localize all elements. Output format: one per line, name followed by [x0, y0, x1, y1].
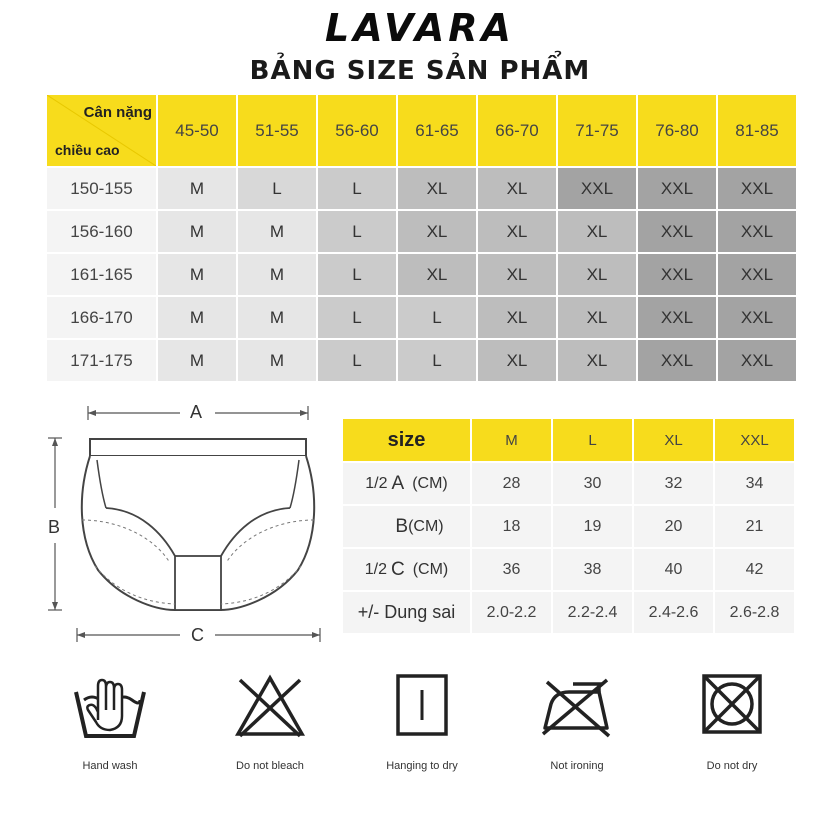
- size-cell: XL: [478, 211, 556, 252]
- tolerance-label: +/- Dung sai: [343, 592, 470, 633]
- measure-row-label-b: [343, 506, 470, 547]
- size-cell: L: [318, 340, 396, 381]
- size-cell: XXL: [638, 297, 716, 338]
- care-hand-wash: [40, 670, 180, 772]
- no-tumble-dry-icon: [692, 670, 772, 740]
- size-cell: XL: [398, 254, 476, 295]
- size-cell: L: [318, 297, 396, 338]
- measure-size-header: XL: [634, 419, 713, 461]
- garment-diagram: [40, 398, 340, 648]
- half-prefix: 1/2: [364, 560, 387, 578]
- size-cell: M: [238, 297, 316, 338]
- size-cell: XL: [398, 211, 476, 252]
- dimension-letter: B: [395, 515, 409, 537]
- size-cell: M: [238, 340, 316, 381]
- weight-header: 61-65: [398, 95, 476, 166]
- dimension-letter: A: [391, 472, 405, 494]
- size-cell: L: [398, 340, 476, 381]
- measure-size-header: L: [553, 419, 632, 461]
- weight-header: 56-60: [318, 95, 396, 166]
- size-cell: M: [158, 254, 236, 295]
- care-label: Hand wash: [82, 760, 138, 772]
- size-cell: L: [238, 168, 316, 209]
- measure-cell: 21: [715, 506, 794, 547]
- measure-cell: 20: [634, 506, 713, 547]
- care-label: Not ironing: [550, 760, 604, 772]
- care-no-dry: [662, 670, 802, 772]
- no-iron-icon: [537, 670, 617, 740]
- measure-header-size: size: [343, 419, 470, 461]
- size-cell: XXL: [638, 340, 716, 381]
- measure-row-label-a: [343, 463, 470, 504]
- measure-size-header: XXL: [715, 419, 794, 461]
- size-cell: L: [398, 297, 476, 338]
- weight-header: 76-80: [638, 95, 716, 166]
- care-no-bleach: [200, 670, 340, 772]
- unit-label: (CM): [408, 517, 444, 535]
- care-label: Do not bleach: [236, 760, 304, 772]
- briefs-outline: [40, 398, 340, 648]
- size-cell: XXL: [718, 168, 796, 209]
- weight-header: 81-85: [718, 95, 796, 166]
- care-no-iron: [507, 670, 647, 772]
- measure-cell: 42: [715, 549, 794, 590]
- hand-wash-icon: [70, 670, 150, 740]
- measure-cell: 38: [553, 549, 632, 590]
- measure-row-label-c: [343, 549, 470, 590]
- height-label: 166-170: [47, 297, 156, 338]
- no-bleach-icon: [230, 670, 310, 740]
- care-label: Do not dry: [706, 760, 758, 772]
- measure-cell: 2.2-2.4: [553, 592, 632, 633]
- size-cell: XL: [558, 297, 636, 338]
- measure-cell: 36: [472, 549, 551, 590]
- measure-cell: 19: [553, 506, 632, 547]
- measure-cell: 2.0-2.2: [472, 592, 551, 633]
- table-corner: [47, 95, 156, 166]
- measure-cell: 28: [472, 463, 551, 504]
- measure-cell: 2.4-2.6: [634, 592, 713, 633]
- height-label: 171-175: [47, 340, 156, 381]
- care-label: Hanging to dry: [386, 760, 458, 772]
- dimension-a-label: A: [190, 402, 203, 422]
- size-cell: XL: [478, 297, 556, 338]
- measure-size-header: M: [472, 419, 551, 461]
- measure-cell: 32: [634, 463, 713, 504]
- size-cell: XL: [558, 211, 636, 252]
- size-cell: XL: [478, 254, 556, 295]
- dimension-b-label: B: [48, 517, 61, 537]
- dimension-c-label: C: [191, 625, 204, 645]
- size-cell: M: [158, 211, 236, 252]
- hang-dry-icon: [382, 670, 462, 740]
- size-cell: L: [318, 168, 396, 209]
- size-cell: XL: [478, 340, 556, 381]
- unit-label: (CM): [412, 474, 448, 492]
- measure-cell: 40: [634, 549, 713, 590]
- brand-logo: LAVARA: [325, 6, 515, 50]
- size-cell: XXL: [718, 254, 796, 295]
- size-cell: L: [318, 211, 396, 252]
- size-cell: XXL: [718, 340, 796, 381]
- weight-header: 71-75: [558, 95, 636, 166]
- care-hang-dry: [352, 670, 492, 772]
- measurement-table: [343, 419, 794, 633]
- height-label: 156-160: [47, 211, 156, 252]
- size-cell: M: [158, 168, 236, 209]
- unit-label: (CM): [412, 560, 449, 578]
- measure-cell: 30: [553, 463, 632, 504]
- half-prefix: 1/2: [365, 474, 388, 492]
- size-cell: XXL: [718, 297, 796, 338]
- size-cell: XL: [558, 254, 636, 295]
- weight-header: 66-70: [478, 95, 556, 166]
- size-cell: XXL: [558, 168, 636, 209]
- height-axis-label: chiều cao: [55, 142, 120, 158]
- height-label: 161-165: [47, 254, 156, 295]
- measure-cell: 2.6-2.8: [715, 592, 794, 633]
- weight-header: 45-50: [158, 95, 236, 166]
- size-cell: XXL: [638, 211, 716, 252]
- weight-header: 51-55: [238, 95, 316, 166]
- size-cell: M: [238, 211, 316, 252]
- size-cell: XXL: [638, 254, 716, 295]
- size-table: [47, 95, 793, 381]
- height-label: 150-155: [47, 168, 156, 209]
- dimension-letter: C: [390, 558, 405, 580]
- size-cell: XXL: [718, 211, 796, 252]
- size-cell: XL: [478, 168, 556, 209]
- page-title: BẢNG SIZE SẢN PHẨM: [249, 56, 591, 86]
- size-cell: M: [158, 297, 236, 338]
- size-cell: M: [158, 340, 236, 381]
- size-cell: XXL: [638, 168, 716, 209]
- measure-cell: 34: [715, 463, 794, 504]
- size-cell: XL: [558, 340, 636, 381]
- size-cell: L: [318, 254, 396, 295]
- size-cell: M: [238, 254, 316, 295]
- weight-axis-label: Cân nặng: [83, 104, 152, 121]
- size-cell: XL: [398, 168, 476, 209]
- measure-cell: 18: [472, 506, 551, 547]
